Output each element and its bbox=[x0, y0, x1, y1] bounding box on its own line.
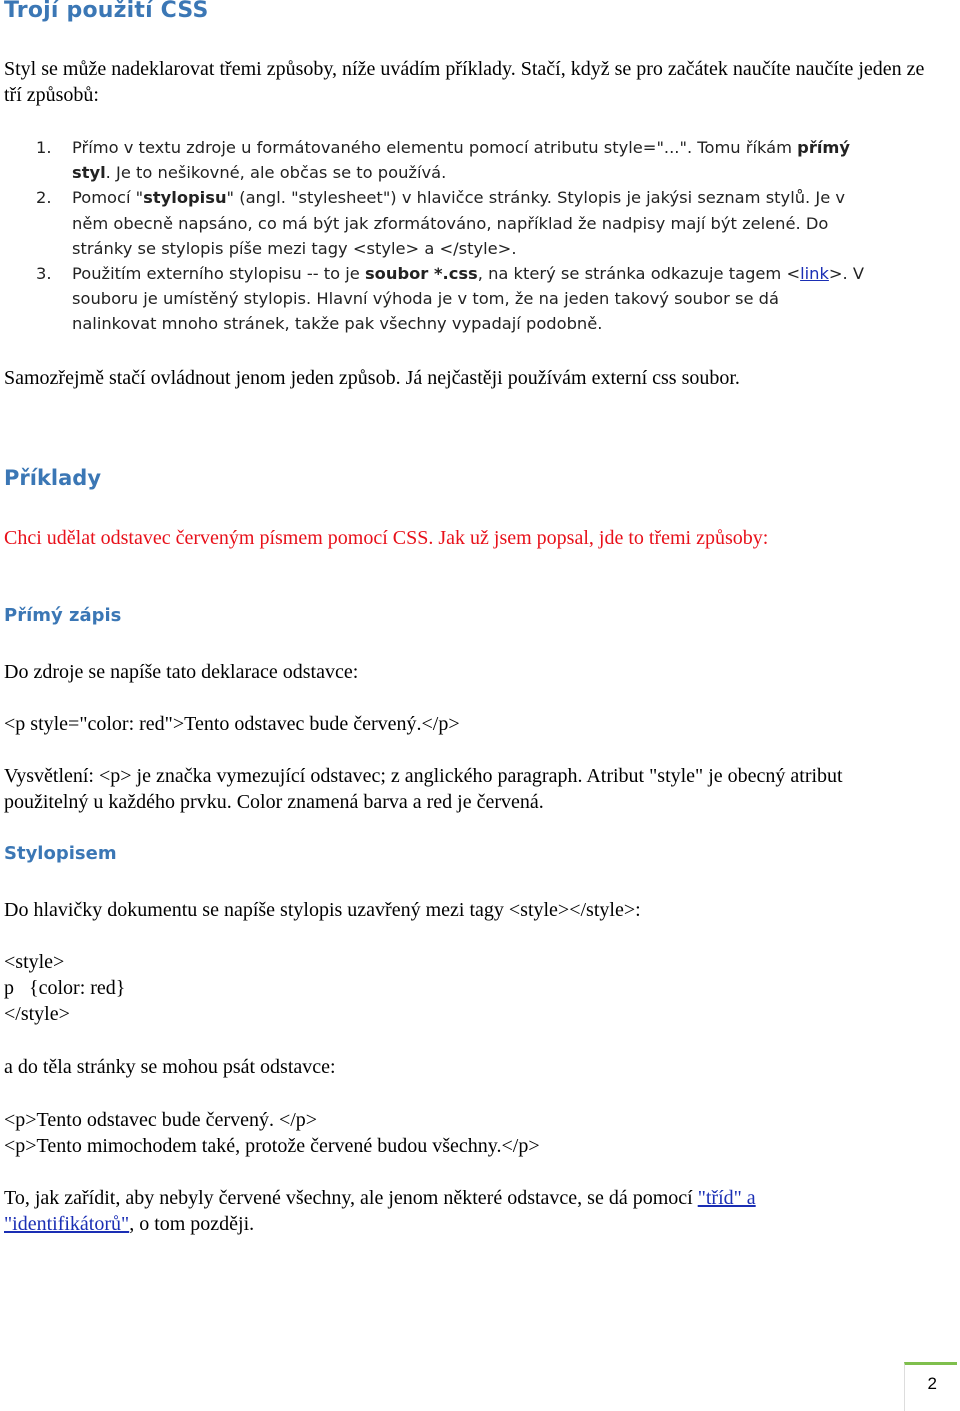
bold-term: soubor *.css bbox=[364, 264, 478, 284]
stylopis-intro: Do hlavičky dokumentu se napíše stylopis uzavřený mezi tagy <style></style>: bbox=[4, 899, 641, 921]
final-paragraph: To, jak zařídit, aby nebyly červené všechny, ale jenom některé odstavce, se dá pomocí "tříd" a "identifikátorů", o tom později. bbox=[4, 1187, 756, 1235]
direct-code: <p style="color: red">Tento odstavec bude červený.</p> bbox=[4, 713, 460, 735]
direct-intro: Do zdroje se napíše tato deklarace odstavce: bbox=[4, 661, 359, 683]
summary-paragraph: Samozřejmě stačí ovládnout jenom jeden způsob. Já nejčastěji používám externí css soubor. bbox=[4, 367, 740, 389]
link-tag-link[interactable]: link bbox=[800, 264, 829, 284]
classes-ids-link[interactable]: "tříd" a "identifikátorů" bbox=[4, 1187, 756, 1235]
list-number: 2. bbox=[36, 188, 52, 208]
direct-explanation: Vysvětlení: <p> je značka vymezující odstavec; z anglického paragraph. Atribut "style" je obecný atribut použitelný u každého prvku. Color znamená barva a red je červená. bbox=[4, 765, 843, 813]
stylopis-heading: Stylopisem bbox=[4, 843, 117, 864]
list-number: 3. bbox=[36, 264, 52, 284]
stylopis-code: <style> p {color: red} </style> bbox=[4, 951, 126, 1025]
list-number: 1. bbox=[36, 138, 52, 157]
examples-heading: Příklady bbox=[4, 466, 102, 490]
list-item: 2. Pomocí "stylopisu" (angl. "stylesheet") v hlavičce stránky. Stylopis je jakýsi seznam stylů. Je v něm obecně napsáno, co má být jak zformátováno, například že nadpisy mají být zelené. Do stránky se stylopis píše mezi tagy <style> a </style>. bbox=[36, 185, 866, 261]
page-title: Trojí použití CSS bbox=[4, 0, 209, 23]
red-paragraph: Chci udělat odstavec červeným písmem pomocí CSS. Jak už jsem popsal, jde to třemi způsoby: bbox=[4, 527, 769, 549]
page-footer bbox=[904, 1362, 957, 1411]
list-item: 1. Přímo v textu zdroje u formátovaného elementu pomocí atributu style="...". Tomu říkám přímý styl. Je to nešikovné, ale občas se to používá. bbox=[36, 135, 866, 185]
stylopis-body-intro: a do těla stránky se mohou psát odstavce: bbox=[4, 1056, 336, 1078]
bold-term: stylopisu bbox=[143, 188, 227, 208]
list-item: 3. Použitím externího stylopisu -- to je soubor *.css, na který se stránka odkazuje tagem <link>. V souboru je umístěný stylopis. Hlavní výhoda je v tom, že na jeden takový soubor se dá nalinkovat mnoho stránek, takže pak všechny vypadají podobně. bbox=[36, 261, 866, 337]
stylopis-paragraphs-code: <p>Tento odstavec bude červený. </p> <p>Tento mimochodem také, protože červené budou všechny.</p> bbox=[4, 1109, 540, 1157]
intro-paragraph: Styl se může nadeklarovat třemi způsoby, níže uvádím příklady. Stačí, když se pro začátek naučíte naučíte jeden ze tří způsobů: bbox=[4, 58, 925, 106]
methods-list bbox=[36, 135, 866, 337]
direct-heading: Přímý zápis bbox=[4, 605, 122, 626]
bold-term: přímý styl bbox=[72, 138, 851, 183]
page-number: 2 bbox=[927, 1374, 937, 1393]
